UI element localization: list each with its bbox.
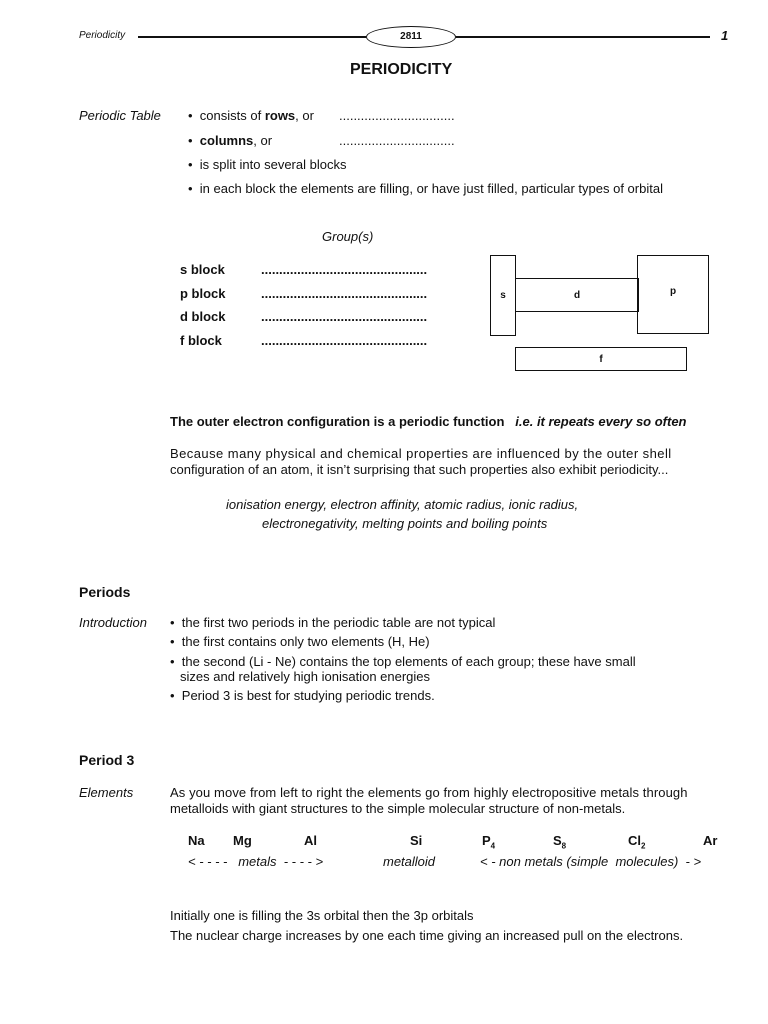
- blank-columns: ................................: [339, 133, 455, 148]
- period-bullet: • the first contains only two elements (H, He): [170, 634, 430, 649]
- properties-line: electronegativity, melting points and boiling points: [262, 516, 548, 531]
- block-label: d block: [180, 309, 226, 324]
- element-s8: $S_8$: [553, 833, 567, 851]
- block-label: s block: [180, 262, 225, 277]
- period-bullet: • Period 3 is best for studying periodic trends.: [170, 688, 435, 703]
- bullet-blocks: • is split into several blocks: [188, 157, 347, 172]
- s-block-box: s: [490, 255, 516, 336]
- bullet-columns: • columns, or: [188, 133, 273, 148]
- page-number: 1: [721, 28, 729, 43]
- bullet-rows: • consists of rows, or: [188, 108, 314, 123]
- block-blank: ..............................................: [261, 262, 428, 277]
- element-cl2: $Cl_2$: [628, 833, 646, 851]
- metalloid-label: metalloid: [383, 854, 436, 869]
- block-label: p block: [180, 286, 226, 301]
- section-label: Periodic Table: [79, 108, 161, 123]
- properties-line: ionisation energy, electron affinity, atomic radius, ionic radius,: [226, 497, 579, 512]
- course-code-badge: 2811: [366, 26, 456, 48]
- nonmetals-label: < - non metals (simple molecules) - >: [480, 854, 702, 869]
- header-rule-right: [456, 36, 710, 38]
- element-mg: Mg: [233, 833, 252, 848]
- blank-rows: ................................: [339, 108, 455, 123]
- page-title: PERIODICITY: [350, 61, 453, 78]
- block-blank: ..............................................: [261, 286, 428, 301]
- element-al: Al: [304, 833, 317, 848]
- section-label: Elements: [79, 785, 134, 800]
- period-bullet: • the second (Li - Ne) contains the top elements of each group; these have small: [170, 654, 636, 669]
- because-line: configuration of an atom, it isn’t surprising that such properties also exhibit periodicity...: [170, 462, 669, 477]
- element-si: Si: [410, 833, 423, 848]
- block-blank: ..............................................: [261, 309, 428, 324]
- period3-footer: Initially one is filling the 3s orbital then the 3p orbitals: [170, 908, 474, 923]
- because-line: Because many physical and chemical properties are influenced by the outer shell: [170, 446, 672, 461]
- periods-heading: Periods: [79, 584, 131, 600]
- running-title: Periodicity: [79, 30, 126, 41]
- block-blank: ..............................................: [261, 333, 428, 348]
- metals-label: < - - - - metals - - - - >: [188, 854, 324, 869]
- period3-text: metalloids with giant structures to the simple molecular structure of non-metals.: [170, 801, 626, 816]
- block-label: f block: [180, 333, 222, 348]
- header-rule-left: [138, 36, 366, 38]
- bullet-orbitals: • in each block the elements are filling, or have just filled, particular types of orbital: [188, 181, 663, 196]
- period-bullet-continued: sizes and relatively high ionisation energies: [180, 669, 431, 684]
- outer-config-statement: The outer electron configuration is a periodic function i.e. it repeats every so often: [170, 414, 687, 429]
- period-bullet: • the first two periods in the periodic table are not typical: [170, 615, 496, 630]
- element-ar: Ar: [703, 833, 718, 848]
- period3-text: As you move from left to right the elements go from highly electropositive metals through: [170, 785, 688, 800]
- element-p4: $P_4$: [482, 833, 496, 851]
- p-block-box: p: [637, 255, 709, 334]
- groups-heading: Group(s): [322, 229, 374, 244]
- element-na: Na: [188, 833, 205, 848]
- period3-footer: The nuclear charge increases by one each time giving an increased pull on the electrons.: [170, 928, 684, 943]
- d-block-box: d: [515, 278, 639, 312]
- section-label: Introduction: [79, 615, 147, 630]
- period3-heading: Period 3: [79, 752, 135, 768]
- f-block-box: f: [515, 347, 687, 371]
